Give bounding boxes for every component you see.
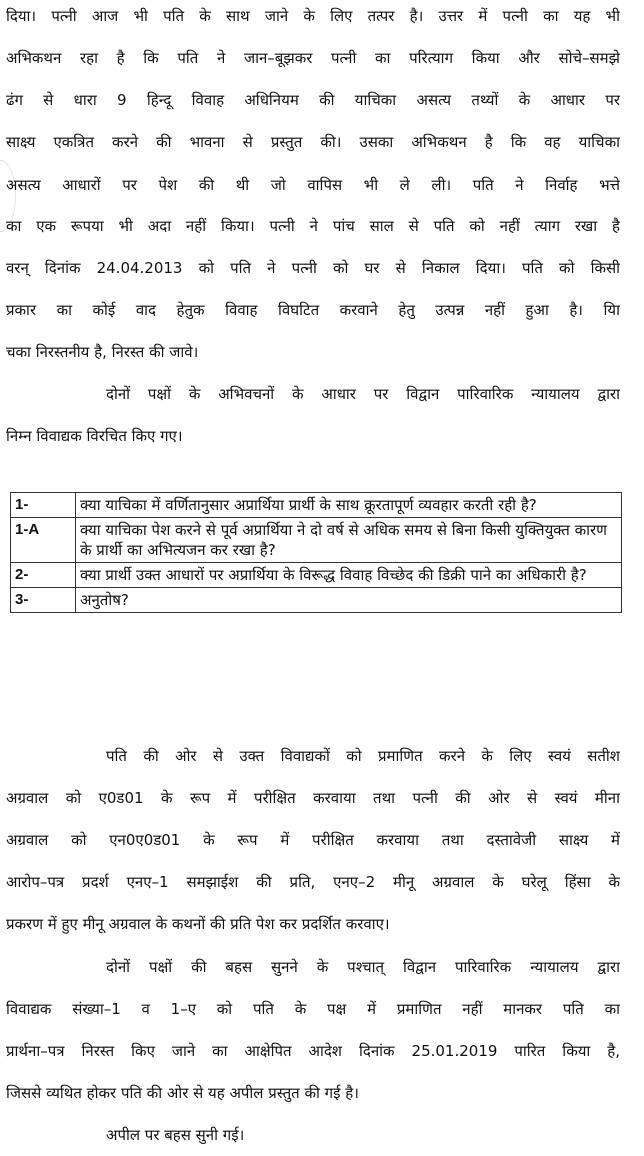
- paragraph-line: दोनों पक्षों के अभिवचनों के आधार पर विद्वान पारिवारिक न्यायालय द्वारा: [106, 385, 620, 403]
- table-row: [11, 588, 622, 613]
- issues-table: [10, 492, 622, 613]
- issue-number: 1-A: [11, 518, 76, 563]
- issue-text: क्या प्रार्थी उक्त आधारों पर अप्रार्थिया के विरूद्ध विवाह विच्छेद की डिक्री पाने का अधिकारी है?: [76, 563, 622, 588]
- paragraph-line: वरन् दिनांक 24.04.2013 को पति ने पत्नी को घर से निकाल दिया। पति को किसी: [6, 259, 620, 277]
- paragraph-line: चका निरस्तनीय है, निरस्त की जावे।: [6, 343, 199, 361]
- paragraph-line: अभिकथन रहा है कि पति ने जान–बूझकर पत्नी का परित्याग किया और सोचे–समझे: [6, 49, 620, 67]
- paragraph-line: जिससे व्यथित होकर पति की ओर से यह अपील प्रस्तुत की गई है।: [6, 1084, 359, 1102]
- table-row: [11, 563, 622, 588]
- paragraph-line: अग्रवाल को एन0ए0ड01 के रूप में परीक्षित करवाया तथा दस्तावेजी साक्ष्य में: [6, 831, 620, 849]
- paragraph-line: अग्रवाल को ए0ड01 के रूप में परीक्षित करवाया तथा पत्नी की ओर से स्वयं मीना: [6, 789, 620, 807]
- paragraph-line: अपील पर बहस सुनी गई।: [106, 1126, 245, 1144]
- table-row: [11, 518, 622, 563]
- paragraph-line: पति की ओर से उक्त विवाद्यकों को प्रमाणित करने के लिए स्वयं सतीश: [106, 747, 620, 765]
- paragraph-line: दिया। पत्नी आज भी पति के साथ जाने के लिए तत्पर है। उत्तर में पत्नी का यह भी: [6, 7, 620, 25]
- paragraph-line: आरोप–पत्र प्रदर्श एनए–1 समझाईश की प्रति, एनए–2 मीनू अग्रवाल के घरेलू हिंसा के: [6, 873, 620, 891]
- paragraph-line: विवाद्यक संख्या–1 व 1–ए को पति के पक्ष में प्रमाणित नहीं मानकर पति का: [6, 1000, 620, 1018]
- issue-text: क्या याचिका में वर्णितानुसार अप्रार्थिया प्रार्थी के साथ क्रूरतापूर्ण व्यवहार करती रही है?: [76, 493, 622, 518]
- table-row: [11, 493, 622, 518]
- paragraph-line: प्रार्थना–पत्र निरस्त किए जाने का आक्षेपित आदेश दिनांक 25.01.2019 पारित किया है,: [6, 1042, 620, 1060]
- paragraph-line: प्रकार का कोई वाद हेतुक विवाह विघटित करवाने हेतु उत्पन्न नहीं हुआ है। याि: [6, 301, 620, 319]
- paragraph-line: असत्य आधारों पर पेश की थी जो वापिस भी ले ली। पति ने निर्वाह भत्ते: [6, 176, 620, 194]
- paragraph-line: प्रकरण में हुए मीनू अग्रवाल के कथनों की प्रति पेश कर प्रदर्शित करवाए।: [6, 915, 390, 933]
- issue-number: 3-: [11, 588, 76, 613]
- paragraph-line: दोनों पक्षों की बहस सुनने के पश्चात् विद्वान पारिवारिक न्यायालय द्वारा: [106, 958, 620, 976]
- issue-text: अनुतोष?: [76, 588, 622, 613]
- paragraph-line: का एक रूपया भी अदा नहीं किया। पत्नी ने पांच साल से पति को नहीं त्याग रखा है: [6, 217, 620, 235]
- issue-number: 2-: [11, 563, 76, 588]
- paragraph-line: निम्न विवाद्यक विरचित किए गए।: [6, 427, 183, 445]
- paragraph-line: ढंग से धारा 9 हिन्दू विवाह अधिनियम की याचिका असत्य तथ्यों के आधार पर: [6, 91, 620, 109]
- issue-number: 1-: [11, 493, 76, 518]
- paragraph-line: साक्ष्य एकत्रित करने की भावना से प्रस्तुत की। उसका अभिकथन है कि वह याचिका: [6, 133, 620, 151]
- issue-text: क्या याचिका पेश करने से पूर्व अप्रार्थिया ने दो वर्ष से अधिक समय से बिना किसी युक्तियुक्त कारण के प्रार्थी का अभित्यजन कर रखा है?: [76, 518, 622, 563]
